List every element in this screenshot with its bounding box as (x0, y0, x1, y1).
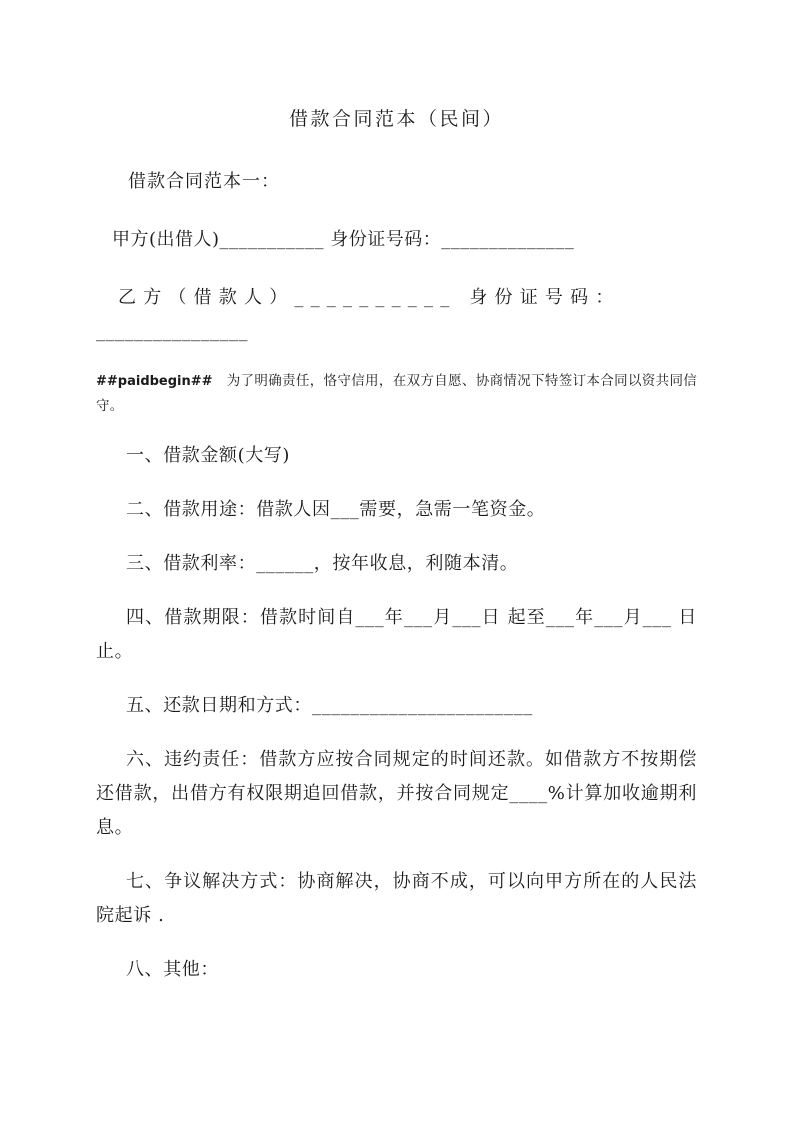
clause-8: 八、其他： (126, 959, 219, 980)
party-b-line: 乙方（借款人）__________ 身份证号码： (118, 287, 621, 308)
clause-1: 一、借款金额(大写) (126, 445, 291, 466)
clause-6: 六、违约责任：借款方应按合同规定的时间还款。如借款方不按期偿还借款，出借方有权限期追回借款，并按合同规定____%计算加收逾期利息。 (96, 749, 697, 838)
preamble-paragraph (96, 369, 697, 419)
paid-begin-marker: ##paidbegin## (96, 374, 213, 389)
preamble-text: 为了明确责任，恪守信用，在双方自愿、协商情况下特签订本合同以资共同信守。 (96, 373, 697, 414)
clause-3: 三、借款利率：______，按年收息，利随本清。 (126, 553, 519, 574)
clause-5: 五、还款日期和方式：_______________________ (126, 695, 533, 716)
page-title: 借款合同范本（民间） (288, 108, 504, 130)
clause-2: 二、借款用途：借款人因___需要，急需一笔资金。 (126, 499, 546, 520)
clause-4: 四、借款期限：借款时间自___年___月___日 起至___年___月___ 日止。 (96, 607, 697, 662)
party-a-line: 甲方(出借人)___________ 身份证号码：______________ (112, 229, 575, 250)
clause-7: 七、争议解决方式：协商解决，协商不成，可以向甲方所在的人民法院起诉 . (96, 871, 697, 926)
party-b-id-blank: ________________ (96, 321, 248, 342)
document-subtitle: 借款合同范本一： (128, 171, 280, 192)
